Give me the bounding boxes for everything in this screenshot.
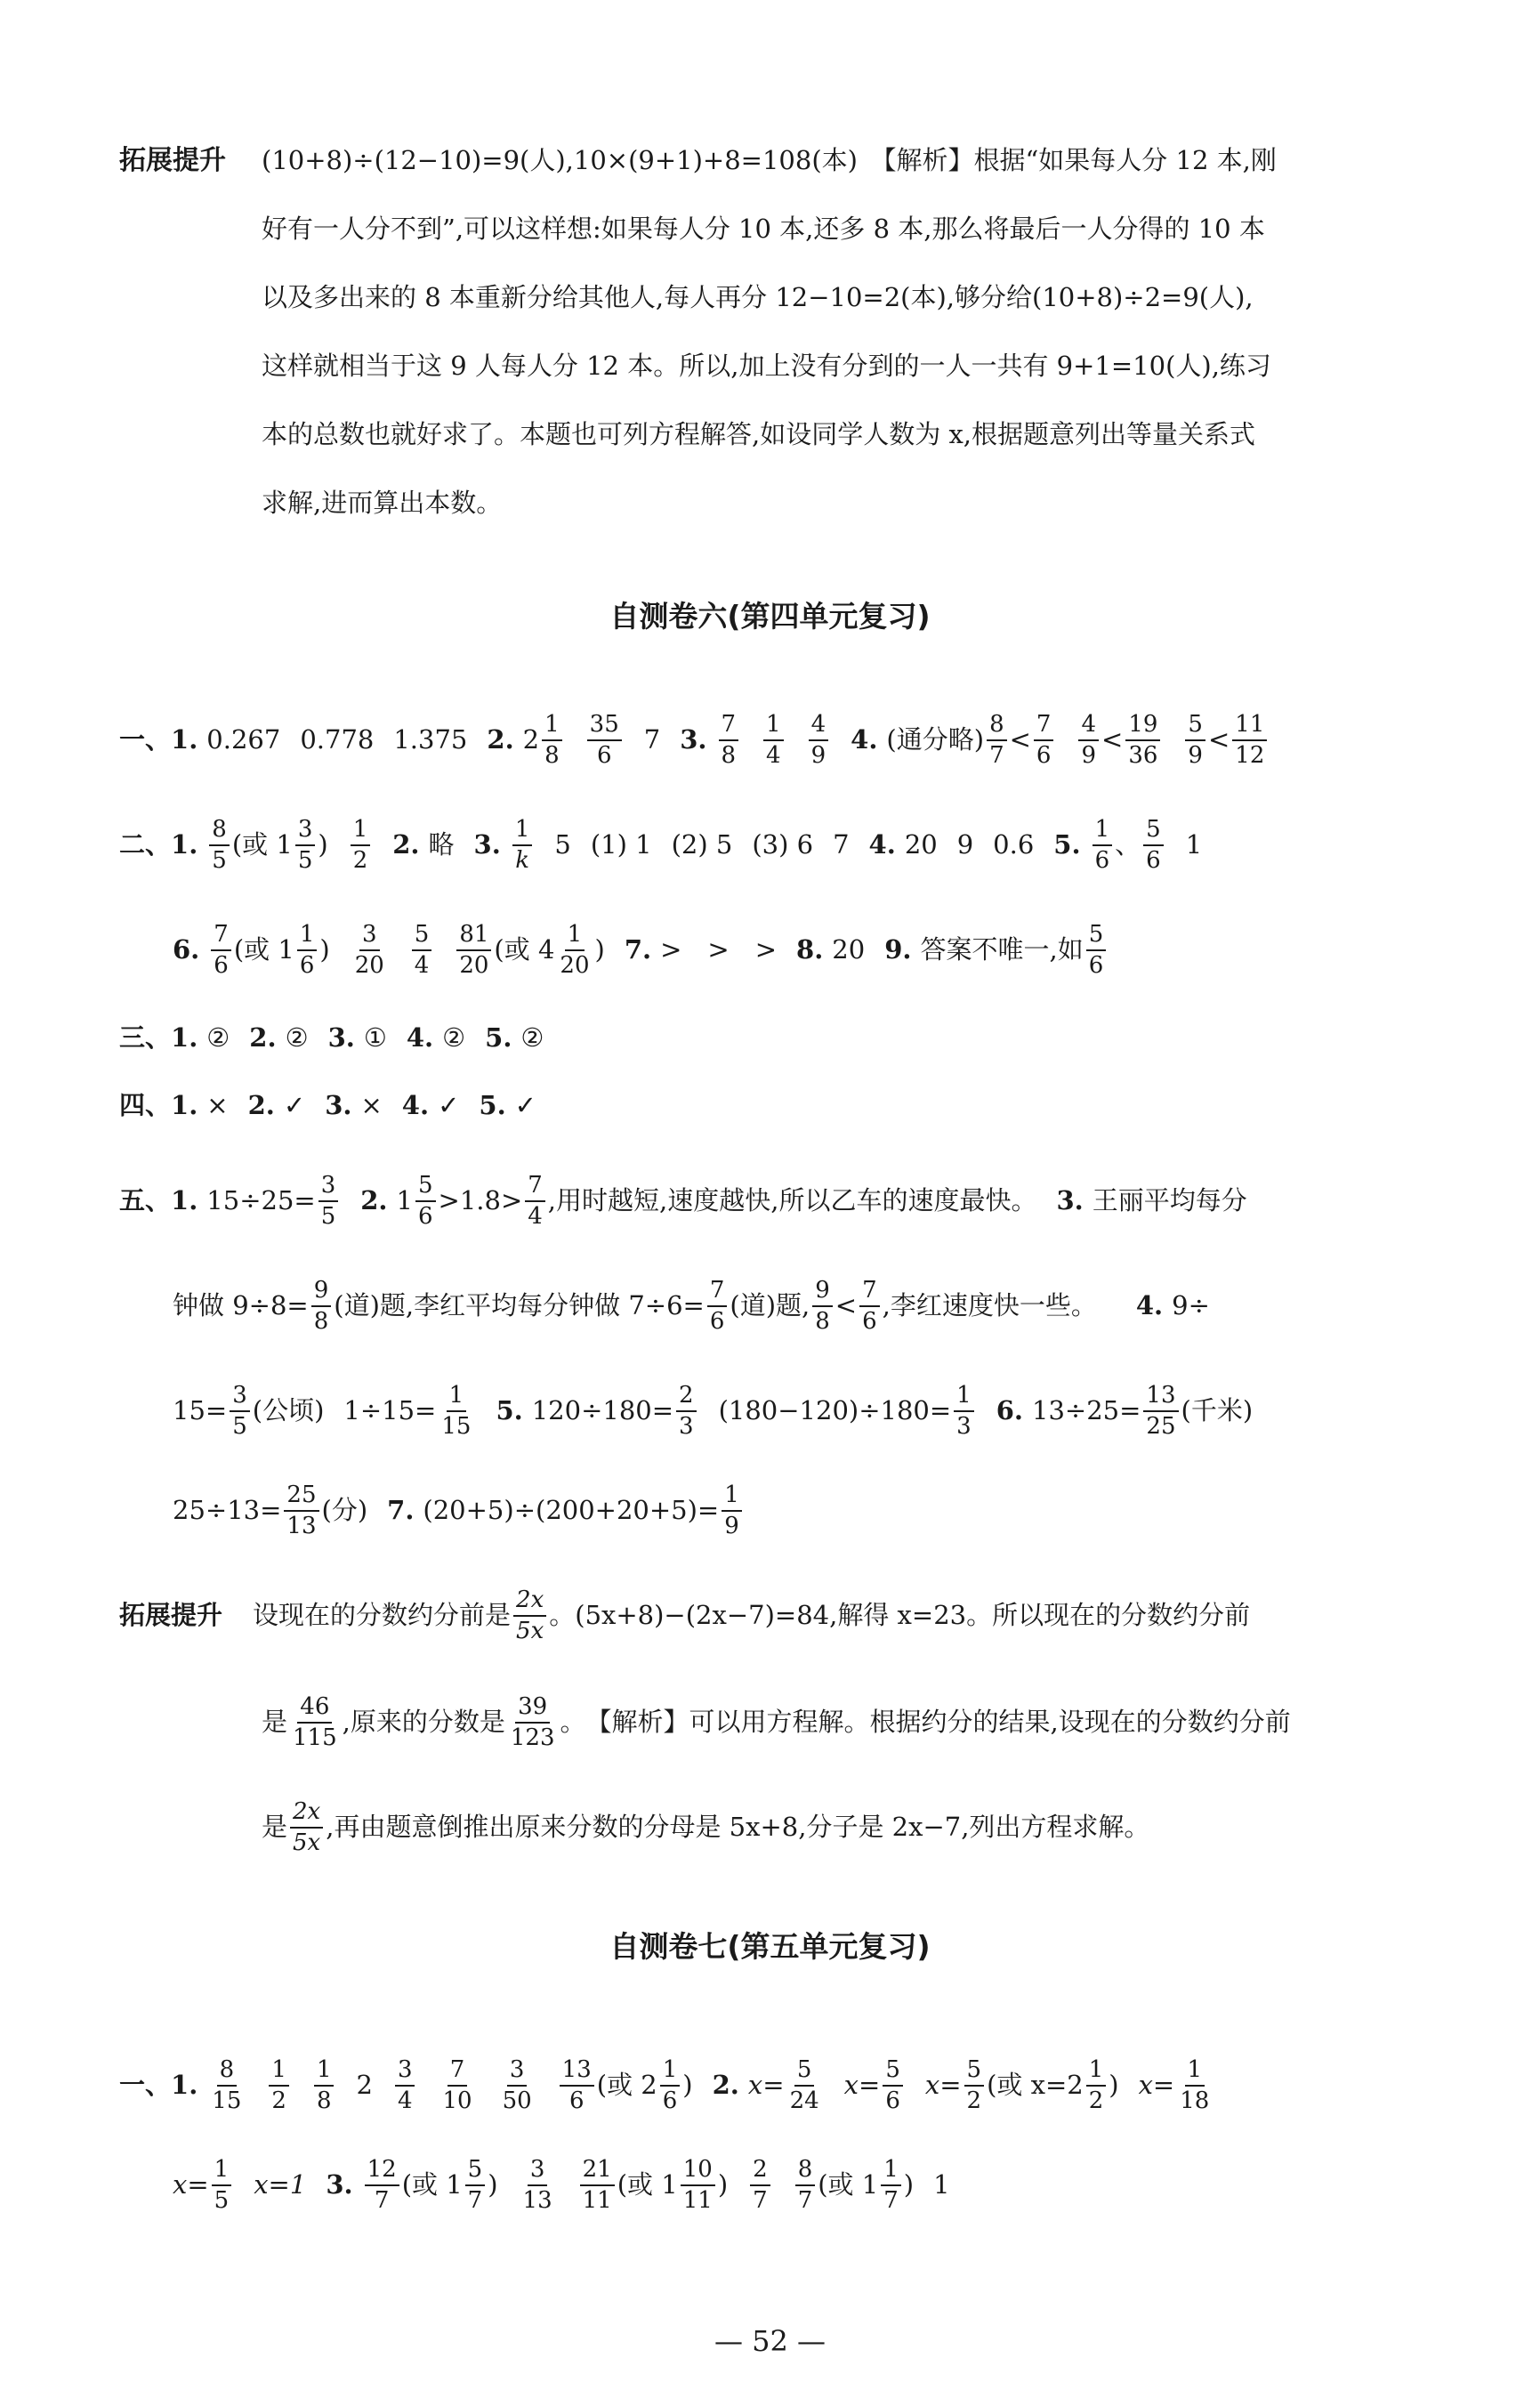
q-number: 1. [171, 1090, 198, 1120]
section-title: 自测卷六(第四单元复习) [609, 599, 931, 634]
answer: (或 x=2 [987, 2070, 1084, 2101]
fraction: $\frac{1}{9}$ [722, 1482, 742, 1538]
answer: 13÷25= [1032, 1395, 1141, 1426]
ext1-line: 好有一人分不到”,可以这样想:如果每人分 10 本,还多 8 本,那么将最后一人分得的 10 本 [262, 214, 1265, 244]
answer: 钟做 9÷8= [173, 1290, 309, 1321]
fraction: $\frac{3}{5}$ [295, 817, 316, 873]
answer: ) [319, 934, 330, 965]
answer-row [119, 1173, 1247, 1229]
q-number: 5. [1053, 829, 1081, 860]
fraction: $\frac{1}{2}$ [269, 2057, 289, 2113]
less-than: < [1009, 724, 1031, 755]
answer: (1) 1 [590, 829, 652, 860]
fraction: $\frac{3}{20}$ [354, 921, 384, 979]
answer: 2 [522, 724, 540, 755]
answer: ② [285, 1022, 309, 1053]
fraction: $\frac{5}{2}$ [964, 2057, 985, 2113]
fraction: $\frac{8}{5}$ [209, 817, 230, 873]
answer: (或 1 [401, 2169, 463, 2200]
fraction: $\frac{7}{10}$ [442, 2056, 472, 2114]
fraction: $\frac{5}{7}$ [465, 2157, 486, 2213]
answer: ) [1109, 2070, 1119, 2101]
answer-row [119, 712, 1270, 768]
answer: 是 [262, 1812, 288, 1843]
q-number: 2. [249, 1022, 277, 1053]
ext1-line: (10+8)÷(12−10)=9(人),10×(9+1)+8=108(本) 【解析】根据“如果每人分 12 本,刚 [262, 145, 1277, 175]
answer: 20 [904, 829, 938, 860]
answer: 答案不唯一,如 [920, 934, 1084, 965]
answer: 设现在的分数约分前是 [253, 1600, 512, 1631]
answer: (或 4 [494, 934, 555, 965]
q-number: 7. [387, 1495, 415, 1526]
part-label: 一、 [119, 724, 172, 755]
answer: x= [1138, 2070, 1175, 2101]
q-number: 3. [680, 724, 707, 755]
part-label: 三、 [119, 1022, 172, 1053]
less-than: < [1101, 724, 1124, 755]
fraction: $\frac{1}{3}$ [954, 1383, 974, 1439]
answer-row [173, 1482, 745, 1538]
answer: ,用时越短,速度越快,所以乙车的速度最快。 [547, 1185, 1037, 1216]
fraction: $\frac{1}{6}$ [1093, 817, 1113, 873]
q-number: 2. [712, 2070, 739, 2101]
fraction: $\frac{1}{15}$ [441, 1382, 472, 1440]
fraction: $\frac{3}{4}$ [395, 2057, 415, 2113]
q-number: 1. [171, 2070, 198, 2101]
q-number: 6. [996, 1395, 1023, 1426]
answer: ✓ [438, 1090, 460, 1120]
part-label: 五、 [119, 1185, 172, 1216]
answer: 9 [956, 829, 974, 860]
fraction: $\frac{1}{6}$ [297, 922, 318, 978]
q-number: 3. [1056, 1185, 1084, 1216]
fraction: $\frac{10}{11}$ [681, 2157, 715, 2213]
answer: 0.778 [300, 724, 375, 755]
fraction: $\frac{5}{6}$ [883, 2057, 903, 2113]
answer: 7 [643, 724, 661, 755]
fraction: $\frac{1}{4}$ [763, 712, 784, 768]
ext1-line: 求解,进而算出本数。 [262, 488, 503, 518]
q-number: 3. [325, 1090, 352, 1120]
section-title: 自测卷七(第五单元复习) [609, 1929, 931, 1964]
ext-label: 拓展提升 [119, 1600, 223, 1631]
answer: 1.375 [393, 724, 468, 755]
fraction: $\frac{9}{8}$ [812, 1278, 833, 1334]
fraction: $\frac{1}{18}$ [1180, 2056, 1210, 2114]
answer: 15= [173, 1395, 228, 1426]
answer: 、 [1115, 829, 1141, 860]
page-number: — 52 — [714, 2324, 826, 2358]
fraction: $\frac{5}{6}$ [415, 1173, 436, 1229]
fraction: $\frac{1}{20}$ [560, 921, 590, 979]
ext1-line: 本的总数也就好求了。本题也可列方程解答,如设同学人数为 x,根据题意列出等量关系式 [262, 419, 1256, 449]
q-number: 5. [485, 1022, 512, 1053]
answer: ② [206, 1022, 230, 1053]
fraction: $\frac{5}{6}$ [1086, 922, 1107, 978]
answer: (公顷) [252, 1395, 325, 1426]
q-number: 9. [884, 934, 912, 965]
fraction: $\frac{4}{9}$ [1078, 712, 1099, 768]
answer: × [360, 1090, 383, 1120]
answer: ,原来的分数是 [342, 1707, 505, 1738]
answer: 1 [933, 2169, 950, 2200]
answer: x= [747, 2070, 785, 2101]
less-than: < [1207, 724, 1230, 755]
answer: 5 [554, 829, 571, 860]
q-number: 1. [171, 829, 198, 860]
answer: > > > [660, 934, 778, 965]
ext2-row [262, 1694, 1291, 1750]
q-number: 5. [479, 1090, 506, 1120]
fraction: $\frac{8}{7}$ [987, 712, 1007, 768]
answer: 。(5x+8)−(2x−7)=84,解得 x=23。所以现在的分数约分前 [549, 1600, 1251, 1631]
fraction: $\frac{7}{6}$ [859, 1278, 880, 1334]
q-number: 1. [171, 1022, 198, 1053]
fraction: $\frac{8}{15}$ [212, 2056, 242, 2114]
fraction: $\frac{2}{7}$ [750, 2157, 770, 2213]
fraction: $\frac{5}{9}$ [1185, 712, 1205, 768]
answer: x= [843, 2070, 881, 2101]
answer: 20 [832, 934, 866, 965]
answer-row [173, 1383, 1253, 1439]
answer: (2) 5 [671, 829, 733, 860]
answer: x= [173, 2169, 209, 2200]
fraction: $\frac{1}{5}$ [212, 2157, 232, 2213]
fraction: $\frac{46}{115}$ [293, 1693, 337, 1751]
answer: ) [682, 2070, 693, 2101]
answer: (通分略) [886, 724, 985, 755]
fraction: $\frac{7}{4}$ [525, 1173, 545, 1229]
answer: ② [442, 1022, 466, 1053]
answer: ) [318, 829, 328, 860]
q-number: 4. [401, 1090, 430, 1120]
answer-row [119, 1090, 536, 1120]
fraction: $\frac{3}{5}$ [230, 1383, 250, 1439]
fraction: $\frac{11}{12}$ [1232, 712, 1267, 768]
fraction: $\frac{2}{3}$ [676, 1383, 697, 1439]
answer: ✓ [283, 1090, 306, 1120]
fraction: $\frac{19}{36}$ [1125, 712, 1160, 768]
ext1-line: 以及多出来的 8 本重新分给其他人,每人再分 12−10=2(本),够分给(10+8)÷2=9(人), [262, 282, 1254, 312]
answer: x=1 [254, 2169, 307, 2200]
answer: (分) [321, 1495, 368, 1526]
answer: 1 [396, 1185, 413, 1216]
q-number: 3. [327, 1022, 355, 1053]
answer: 王丽平均每分 [1092, 1185, 1247, 1216]
answer: 9÷ [1172, 1290, 1210, 1321]
fraction: $\frac{4}{9}$ [809, 712, 829, 768]
fraction: $\frac{3}{50}$ [502, 2056, 532, 2114]
answer: (或 1 [617, 2169, 678, 2200]
q-number: 7. [624, 934, 652, 965]
q-number: 4. [851, 724, 878, 755]
answer: ,李红速度快一些。 [882, 1290, 1097, 1321]
answer: 7 [833, 829, 850, 860]
answer: 略 [428, 829, 455, 860]
fraction: $\frac{1}{6}$ [660, 2057, 681, 2113]
q-number: 2. [247, 1090, 275, 1120]
part-label: 二、 [119, 829, 172, 860]
fraction: $\frac{1}{8}$ [314, 2057, 335, 2113]
fraction: $\frac{8}{7}$ [795, 2157, 816, 2213]
fraction: $\frac{25}{13}$ [284, 1482, 318, 1538]
answer: 是 [262, 1707, 288, 1738]
answer: (20+5)÷(200+20+5)= [423, 1495, 720, 1526]
ext2-row [262, 1799, 1149, 1855]
q-number: 3. [326, 2169, 353, 2200]
answer-row [119, 1022, 544, 1053]
answer: ,再由题意倒推出原来分数的分母是 5x+8,分子是 2x−7,列出方程求解。 [326, 1812, 1150, 1843]
q-number: 4. [1135, 1290, 1164, 1321]
answer: × [206, 1090, 229, 1120]
answer: (或 1 [233, 934, 294, 965]
fraction: $\frac{1}{k}$ [512, 817, 533, 873]
fraction: $\frac{21}{11}$ [580, 2157, 615, 2213]
fraction: $\frac{13}{6}$ [560, 2057, 594, 2113]
fraction: $\frac{3}{13}$ [522, 2156, 552, 2214]
q-number: 5. [496, 1395, 523, 1426]
q-number: 3. [473, 829, 501, 860]
answer: (180−120)÷180= [718, 1395, 952, 1426]
answer: 2 [356, 2070, 373, 2101]
fraction: $\frac{5}{6}$ [1143, 817, 1164, 873]
answer-row [119, 817, 1202, 873]
fraction: $\frac{5}{4}$ [412, 922, 432, 978]
q-number: 4. [868, 829, 896, 860]
part-label: 四、 [119, 1090, 172, 1120]
q-number: 1. [171, 724, 198, 755]
fraction: $\frac{2x}{5x}$ [513, 1587, 546, 1643]
ext1-line: 这样就相当于这 9 人每人分 12 本。所以,加上没有分到的一人一共有 9+1=10(人),练习 [262, 351, 1271, 381]
q-number: 2. [360, 1185, 388, 1216]
fraction: $\frac{7}{6}$ [707, 1278, 728, 1334]
answer: ) [594, 934, 605, 965]
answer: 120÷180= [531, 1395, 674, 1426]
answer: (或 2 [596, 2070, 657, 2101]
fraction: $\frac{12}{7}$ [365, 2157, 399, 2213]
answer-row [173, 922, 1109, 978]
answer: ) [717, 2169, 729, 2200]
fraction: $\frac{1}{7}$ [881, 2157, 901, 2213]
answer-row [119, 2057, 1214, 2113]
q-number: 2. [392, 829, 420, 860]
answer: 15÷25= [206, 1185, 316, 1216]
fraction: $\frac{7}{8}$ [719, 712, 739, 768]
fraction: $\frac{1}{2}$ [351, 817, 371, 873]
answer: x= [924, 2070, 962, 2101]
fraction: $\frac{7}{6}$ [211, 922, 231, 978]
answer: ① [363, 1022, 387, 1053]
answer: 25÷13= [173, 1495, 282, 1526]
fraction: $\frac{2x}{5x}$ [290, 1799, 323, 1855]
answer: 0.6 [993, 829, 1035, 860]
answer-row [173, 1278, 1210, 1334]
answer: ② [520, 1022, 544, 1053]
answer: (道)题,李红平均每分钟做 7÷6= [334, 1290, 705, 1321]
fraction: $\frac{9}{8}$ [311, 1278, 332, 1334]
ext-label: 拓展提升 [119, 145, 226, 176]
answer: (或 1 [231, 829, 293, 860]
fraction: $\frac{81}{20}$ [456, 922, 491, 978]
fraction: $\frac{3}{5}$ [318, 1173, 339, 1229]
fraction: $\frac{1}{2}$ [1086, 2057, 1107, 2113]
fraction: $\frac{5}{24}$ [789, 2056, 819, 2114]
q-number: 8. [796, 934, 824, 965]
answer: 0.267 [206, 724, 281, 755]
q-number: 6. [173, 934, 200, 965]
answer: 。 【解析】可以用方程解。根据约分的结果,设现在的分数约分前 [560, 1707, 1291, 1738]
answer: 1 [1185, 829, 1203, 860]
answer: ✓ [514, 1090, 536, 1120]
q-number: 1. [171, 1185, 198, 1216]
answer: >1.8> [438, 1185, 523, 1216]
fraction: $\frac{13}{25}$ [1143, 1383, 1178, 1439]
ext2-row [119, 1587, 1250, 1643]
fraction: $\frac{35}{6}$ [587, 712, 622, 768]
answer-row [173, 2157, 950, 2213]
answer: (或 1 [818, 2169, 879, 2200]
answer: ) [903, 2169, 915, 2200]
q-number: 4. [406, 1022, 434, 1053]
answer: (3) 6 [752, 829, 814, 860]
fraction: $\frac{1}{8}$ [542, 712, 562, 768]
part-label: 一、 [119, 2070, 172, 2101]
answer: ) [488, 2169, 498, 2200]
fraction: $\frac{7}{6}$ [1034, 712, 1054, 768]
q-number: 2. [487, 724, 514, 755]
answer: (千米) [1181, 1395, 1254, 1426]
fraction: $\frac{39}{123}$ [510, 1693, 555, 1751]
answer: (道)题, [730, 1290, 810, 1321]
less-than: < [835, 1290, 858, 1321]
answer: 1÷15= [343, 1395, 437, 1426]
